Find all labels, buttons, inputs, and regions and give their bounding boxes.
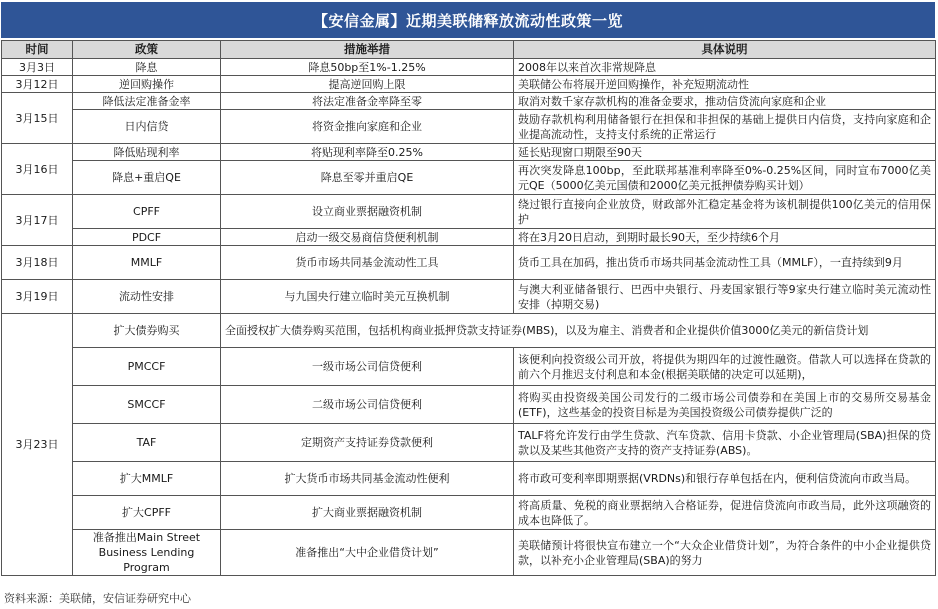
table-row <box>2 110 936 144</box>
row-policy: 扩大CPFF <box>73 496 221 530</box>
row-detail: 2008年以来首次非常规降息 <box>514 59 936 76</box>
row-detail: 将购买由投资级美国公司发行的二级市场公司债券和在美国上市的交易所交易基金(ETF)，这些基金的投资目标是为美国投资级公司债券提供广泛的 <box>514 386 936 424</box>
row-measure: 全面授权扩大债券购买范围，包括机构商业抵押贷款支持证券(MBS)，以及为雇主、消费者和企业提供价值3000亿美元的新信贷计划 <box>221 314 936 348</box>
row-date: 3月18日 <box>2 246 73 280</box>
table-row <box>2 314 936 348</box>
row-detail: 将市政可变利率即期票据(VRDNs)和银行存单包括在内，便利信贷流向市政当局。 <box>514 462 936 496</box>
row-detail: TALF将允许发行由学生贷款、汽车贷款、信用卡贷款、小企业管理局(SBA)担保的贷款以及某些其他资产支持的资产支持证券(ABS)。 <box>514 424 936 462</box>
row-measure: 降息50bp至1%-1.25% <box>221 59 514 76</box>
row-date: 3月15日 <box>2 93 73 144</box>
row-measure: 扩大货币市场共同基金流动性便利 <box>221 462 514 496</box>
row-measure: 将资金推向家庭和企业 <box>221 110 514 144</box>
row-measure: 一级市场公司信贷便利 <box>221 348 514 386</box>
row-date: 3月16日 <box>2 144 73 195</box>
table-row <box>2 93 936 110</box>
row-policy: 降息 <box>73 59 221 76</box>
row-policy: 扩大MMLF <box>73 462 221 496</box>
row-measure: 货币市场共同基金流动性工具 <box>221 246 514 280</box>
row-policy: 降息+重启QE <box>73 161 221 195</box>
row-policy: PDCF <box>73 229 221 246</box>
row-date: 3月17日 <box>2 195 73 246</box>
row-measure: 提高逆回购上限 <box>221 76 514 93</box>
row-detail: 延长贴现窗口期限至90天 <box>514 144 936 161</box>
table-row <box>2 280 936 314</box>
row-policy: 流动性安排 <box>73 280 221 314</box>
policy-table <box>1 40 936 576</box>
table-row <box>2 144 936 161</box>
table-row <box>2 496 936 530</box>
table-row <box>2 530 936 576</box>
table-row <box>2 462 936 496</box>
row-detail: 美联储公布将展开逆回购操作，补充短期流动性 <box>514 76 936 93</box>
row-date: 3月3日 <box>2 59 73 76</box>
row-policy: 日内信贷 <box>73 110 221 144</box>
row-policy: MMLF <box>73 246 221 280</box>
table-row <box>2 386 936 424</box>
row-measure: 将法定准备金率降至零 <box>221 93 514 110</box>
row-policy: PMCCF <box>73 348 221 386</box>
row-policy: 降低法定准备金率 <box>73 93 221 110</box>
row-date: 3月23日 <box>2 314 73 576</box>
row-measure: 降息至零并重启QE <box>221 161 514 195</box>
source-note: 资料来源：美联储，安信证券研究中心 <box>4 592 191 605</box>
row-date: 3月19日 <box>2 280 73 314</box>
row-policy: TAF <box>73 424 221 462</box>
row-detail: 鼓励存款机构利用储备银行在担保和非担保的基础上提供日内信贷，支持向家庭和企业提高流动性，支持支付系统的正常运行 <box>514 110 936 144</box>
row-detail: 绕过银行直接向企业放贷，财政部外汇稳定基金将为该机制提供100亿美元的信用保护 <box>514 195 936 229</box>
row-policy: 扩大债券购买 <box>73 314 221 348</box>
table-row <box>2 424 936 462</box>
header-detail: 具体说明 <box>514 41 936 59</box>
row-policy: CPFF <box>73 195 221 229</box>
row-detail: 取消对数千家存款机构的准备金要求，推动信贷流向家庭和企业 <box>514 93 936 110</box>
row-measure: 设立商业票据融资机制 <box>221 195 514 229</box>
row-detail: 将高质量、免税的商业票据纳入合格证券，促进信贷流向市政当局，此外这项融资的成本也降低了。 <box>514 496 936 530</box>
row-detail: 与澳大利亚储备银行、巴西中央银行、丹麦国家银行等9家央行建立临时美元流动性安排（掉期交易) <box>514 280 936 314</box>
row-measure: 与九国央行建立临时美元互换机制 <box>221 280 514 314</box>
table-row <box>2 195 936 229</box>
header-measure: 措施举措 <box>221 41 514 59</box>
row-policy: 降低贴现利率 <box>73 144 221 161</box>
row-measure: 准备推出“大中企业借贷计划” <box>221 530 514 576</box>
header-time: 时间 <box>2 41 73 59</box>
table-row <box>2 246 936 280</box>
row-date: 3月12日 <box>2 76 73 93</box>
row-policy: 逆回购操作 <box>73 76 221 93</box>
row-policy: 准备推出Main Street Business Lending Program <box>73 530 221 576</box>
row-measure: 定期资产支持证券贷款便利 <box>221 424 514 462</box>
row-measure: 扩大商业票据融资机制 <box>221 496 514 530</box>
row-detail: 该便利向投资级公司开放，将提供为期四年的过渡性融资。借款人可以选择在贷款的前六个月推迟支付利息和本金(根据美联储的决定可以延期)， <box>514 348 936 386</box>
row-detail: 美联储预计将很快宣布建立一个“大众企业借贷计划”，为符合条件的中小企业提供贷款，以补充小企业管理局(SBA)的努力 <box>514 530 936 576</box>
row-detail: 将在3月20日启动，到期时最长90天，至少持续6个月 <box>514 229 936 246</box>
table-row <box>2 76 936 93</box>
table-row <box>2 161 936 195</box>
row-measure: 启动一级交易商信贷便利机制 <box>221 229 514 246</box>
row-measure: 二级市场公司信贷便利 <box>221 386 514 424</box>
table-row <box>2 59 936 76</box>
header-policy: 政策 <box>73 41 221 59</box>
table-header-row <box>2 41 936 59</box>
row-detail: 再次突发降息100bp，至此联邦基准利率降至0%-0.25%区间，同时宣布7000亿美元QE（5000亿美元国债和2000亿美元抵押债券购买计划） <box>514 161 936 195</box>
table-title: 【安信金属】近期美联储释放流动性政策一览 <box>1 2 935 38</box>
row-measure: 将贴现利率降至0.25% <box>221 144 514 161</box>
row-policy: SMCCF <box>73 386 221 424</box>
table-row <box>2 229 936 246</box>
row-detail: 货币工具在加码，推出货币市场共同基金流动性工具（MMLF），一直持续到9月 <box>514 246 936 280</box>
table-row <box>2 348 936 386</box>
